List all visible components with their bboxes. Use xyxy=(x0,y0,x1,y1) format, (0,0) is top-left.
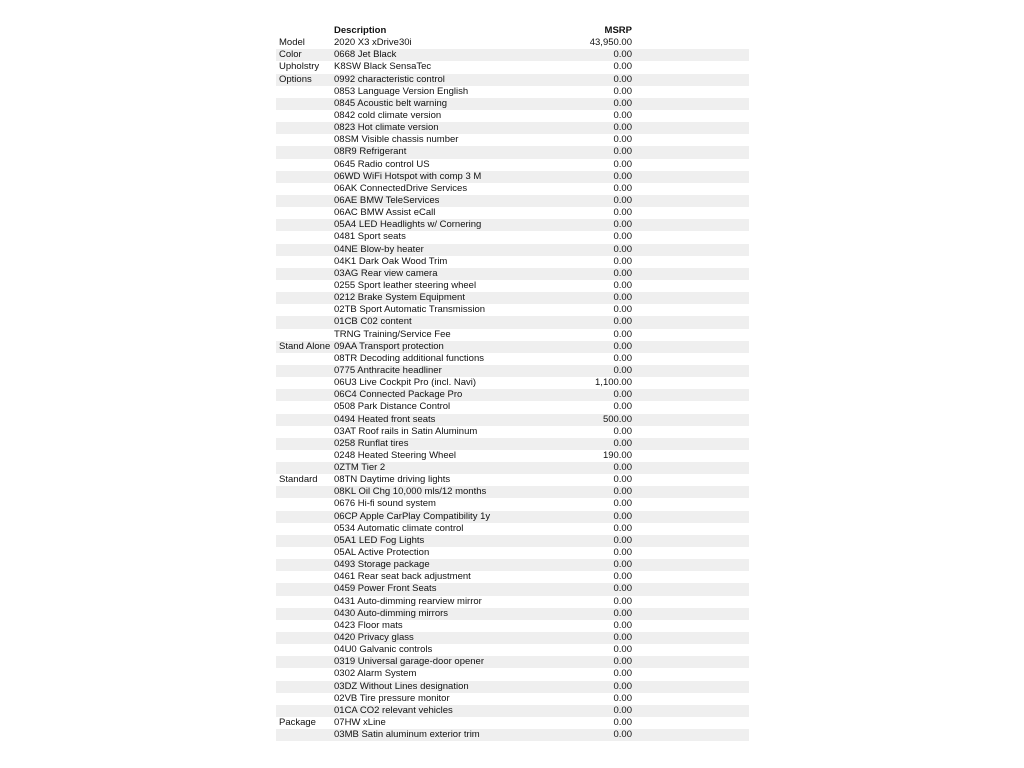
table-row xyxy=(276,693,749,705)
row-category xyxy=(276,535,334,547)
table-row xyxy=(276,656,749,668)
row-msrp: 0.00 xyxy=(613,134,632,146)
row-description: 0461 Rear seat back adjustment xyxy=(334,571,471,583)
table-row xyxy=(276,547,749,559)
table-row xyxy=(276,195,749,207)
row-category xyxy=(276,462,334,474)
row-category xyxy=(276,632,334,644)
row-msrp: 0.00 xyxy=(613,559,632,571)
row-category xyxy=(276,256,334,268)
row-category xyxy=(276,644,334,656)
row-description: 0459 Power Front Seats xyxy=(334,583,437,595)
table-row xyxy=(276,414,749,426)
row-msrp: 0.00 xyxy=(613,619,632,631)
table-row xyxy=(276,462,749,474)
table-row xyxy=(276,644,749,656)
row-description: 0248 Heated Steering Wheel xyxy=(334,449,456,461)
row-description: 0508 Park Distance Control xyxy=(334,401,451,413)
row-msrp: 0.00 xyxy=(613,644,632,656)
row-msrp: 0.00 xyxy=(613,729,632,741)
table-row xyxy=(276,559,749,571)
row-msrp: 1,100.00 xyxy=(595,377,632,389)
table-row xyxy=(276,535,749,547)
row-category xyxy=(276,681,334,693)
table-row xyxy=(276,620,749,632)
row-msrp: 0.00 xyxy=(613,692,632,704)
row-category xyxy=(276,486,334,498)
row-category xyxy=(276,304,334,316)
row-description: 08SM Visible chassis number xyxy=(334,134,459,146)
row-msrp: 0.00 xyxy=(613,194,632,206)
row-msrp: 0.00 xyxy=(613,49,632,61)
row-description: 0255 Sport leather steering wheel xyxy=(334,279,477,291)
table-row xyxy=(276,98,749,110)
row-description: 03AT Roof rails in Satin Aluminum xyxy=(334,425,478,437)
row-description: 09AA Transport protection xyxy=(334,340,444,352)
row-category xyxy=(276,596,334,608)
table-row xyxy=(276,426,749,438)
row-category xyxy=(276,244,334,256)
row-msrp: 0.00 xyxy=(613,207,632,219)
row-category xyxy=(276,207,334,219)
table-row xyxy=(276,268,749,280)
row-category xyxy=(276,656,334,668)
row-description: 06C4 Connected Package Pro xyxy=(334,389,463,401)
row-msrp: 0.00 xyxy=(613,680,632,692)
row-description: 0493 Storage package xyxy=(334,559,430,571)
row-category xyxy=(276,98,334,110)
table-row xyxy=(276,438,749,450)
row-description: 0645 Radio control US xyxy=(334,158,430,170)
row-msrp: 0.00 xyxy=(613,425,632,437)
row-msrp: 0.00 xyxy=(613,717,632,729)
row-description: 03MB Satin aluminum exterior trim xyxy=(334,729,480,741)
row-description: 0823 Hot climate version xyxy=(334,122,439,134)
row-category xyxy=(276,583,334,595)
row-category xyxy=(276,353,334,365)
table-row xyxy=(276,705,749,717)
table-row xyxy=(276,365,749,377)
row-description: 0842 cold climate version xyxy=(334,109,442,121)
table-body xyxy=(276,37,749,741)
row-category xyxy=(276,729,334,741)
table-row xyxy=(276,74,749,86)
row-msrp: 0.00 xyxy=(613,534,632,546)
row-description: 02VB Tire pressure monitor xyxy=(334,692,450,704)
row-category xyxy=(276,389,334,401)
row-category xyxy=(276,146,334,158)
table-row xyxy=(276,304,749,316)
row-description: 06U3 Live Cockpit Pro (incl. Navi) xyxy=(334,377,477,389)
row-description: 0775 Anthracite headliner xyxy=(334,364,442,376)
row-description: 06WD WiFi Hotspot with comp 3 M xyxy=(334,170,482,182)
row-msrp: 0.00 xyxy=(613,292,632,304)
row-description: 03AG Rear view camera xyxy=(334,267,438,279)
row-category: Stand Alone xyxy=(279,340,331,352)
row-description: 08KL Oil Chg 10,000 mls/12 months xyxy=(334,486,487,498)
row-msrp: 0.00 xyxy=(613,668,632,680)
table-row xyxy=(276,207,749,219)
row-description: 04NE Blow-by heater xyxy=(334,243,424,255)
row-category xyxy=(276,122,334,134)
row-description: K8SW Black SensaTec xyxy=(334,61,432,73)
row-description: 0845 Acoustic belt warning xyxy=(334,97,448,109)
row-category xyxy=(276,426,334,438)
row-msrp: 0.00 xyxy=(613,158,632,170)
row-description: 0534 Automatic climate control xyxy=(334,522,464,534)
table-row xyxy=(276,632,749,644)
row-msrp: 500.00 xyxy=(602,413,632,425)
msrp-header: MSRP xyxy=(604,25,632,36)
row-category: Color xyxy=(279,49,302,61)
row-msrp: 0.00 xyxy=(613,340,632,352)
row-description: 0258 Runflat tires xyxy=(334,437,409,449)
table-row xyxy=(276,110,749,122)
msrp-sheet xyxy=(276,25,749,741)
row-category xyxy=(276,511,334,523)
table-row xyxy=(276,134,749,146)
row-msrp: 0.00 xyxy=(613,255,632,267)
table-row xyxy=(276,183,749,195)
table-row xyxy=(276,668,749,680)
row-description: 0302 Alarm System xyxy=(334,668,417,680)
table-row xyxy=(276,244,749,256)
row-description: 07HW xLine xyxy=(334,717,386,729)
row-category xyxy=(276,693,334,705)
category-header xyxy=(276,25,334,37)
row-category xyxy=(276,316,334,328)
row-category xyxy=(276,705,334,717)
row-msrp: 0.00 xyxy=(613,437,632,449)
row-description: 01CB C02 content xyxy=(334,316,412,328)
row-category xyxy=(276,183,334,195)
row-description: 06AE BMW TeleServices xyxy=(334,194,440,206)
row-msrp: 0.00 xyxy=(613,182,632,194)
row-category xyxy=(276,668,334,680)
row-description: 0668 Jet Black xyxy=(334,49,397,61)
row-category xyxy=(276,571,334,583)
row-msrp: 0.00 xyxy=(613,97,632,109)
row-msrp: 0.00 xyxy=(613,401,632,413)
table-row xyxy=(276,329,749,341)
table-row xyxy=(276,280,749,292)
table-row xyxy=(276,389,749,401)
row-category xyxy=(276,219,334,231)
row-description: 0ZTM Tier 2 xyxy=(334,462,386,474)
row-description: 06AK ConnectedDrive Services xyxy=(334,182,468,194)
table-row xyxy=(276,122,749,134)
row-msrp: 0.00 xyxy=(613,364,632,376)
row-description: 02TB Sport Automatic Transmission xyxy=(334,304,486,316)
row-msrp: 0.00 xyxy=(613,547,632,559)
table-row xyxy=(276,86,749,98)
row-msrp: 0.00 xyxy=(613,316,632,328)
row-category xyxy=(276,231,334,243)
row-msrp: 43,950.00 xyxy=(589,37,632,49)
row-description: 05A4 LED Headlights w/ Cornering xyxy=(334,219,482,231)
row-msrp: 0.00 xyxy=(613,583,632,595)
row-msrp: 0.00 xyxy=(613,146,632,158)
row-msrp: 0.00 xyxy=(613,328,632,340)
row-msrp: 0.00 xyxy=(613,352,632,364)
row-msrp: 190.00 xyxy=(602,449,632,461)
row-category xyxy=(276,292,334,304)
row-msrp: 0.00 xyxy=(613,656,632,668)
row-description: 0212 Brake System Equipment xyxy=(334,292,465,304)
row-description: 06CP Apple CarPlay Compatibility 1y xyxy=(334,510,491,522)
table-row xyxy=(276,583,749,595)
row-msrp: 0.00 xyxy=(613,85,632,97)
row-description: 08TN Daytime driving lights xyxy=(334,474,451,486)
row-category: Package xyxy=(279,717,316,729)
table-row xyxy=(276,49,749,61)
table-row xyxy=(276,377,749,389)
row-description: 0423 Floor mats xyxy=(334,619,403,631)
table-row xyxy=(276,159,749,171)
row-category xyxy=(276,377,334,389)
description-header: Description xyxy=(334,25,387,36)
row-msrp: 0.00 xyxy=(613,109,632,121)
row-msrp: 0.00 xyxy=(613,462,632,474)
table-row xyxy=(276,608,749,620)
row-category xyxy=(276,365,334,377)
row-description: 0676 Hi-fi sound system xyxy=(334,498,436,510)
row-msrp: 0.00 xyxy=(613,122,632,134)
table-row xyxy=(276,256,749,268)
row-category xyxy=(276,134,334,146)
row-category: Model xyxy=(279,37,305,49)
table-row xyxy=(276,571,749,583)
row-description: 0494 Heated front seats xyxy=(334,413,436,425)
row-description: 06AC BMW Assist eCall xyxy=(334,207,436,219)
row-category xyxy=(276,401,334,413)
row-category xyxy=(276,498,334,510)
row-msrp: 0.00 xyxy=(613,595,632,607)
table-row xyxy=(276,596,749,608)
row-category xyxy=(276,438,334,450)
row-category xyxy=(276,559,334,571)
row-msrp: 0.00 xyxy=(613,304,632,316)
table-row xyxy=(276,511,749,523)
table-row xyxy=(276,523,749,535)
row-description: 0430 Auto-dimming mirrors xyxy=(334,607,449,619)
row-description: 05A1 LED Fog Lights xyxy=(334,534,425,546)
row-msrp: 0.00 xyxy=(613,607,632,619)
table-row xyxy=(276,450,749,462)
table-row xyxy=(276,681,749,693)
row-msrp: 0.00 xyxy=(613,498,632,510)
row-category xyxy=(276,86,334,98)
table-row xyxy=(276,171,749,183)
row-description: TRNG Training/Service Fee xyxy=(334,328,451,340)
row-msrp: 0.00 xyxy=(613,267,632,279)
row-category: Standard xyxy=(279,474,318,486)
row-msrp: 0.00 xyxy=(613,73,632,85)
table-row xyxy=(276,292,749,304)
table-row xyxy=(276,219,749,231)
row-category xyxy=(276,171,334,183)
row-msrp: 0.00 xyxy=(613,704,632,716)
table-row xyxy=(276,401,749,413)
table-row xyxy=(276,341,749,353)
row-description: 0992 characteristic control xyxy=(334,73,445,85)
row-category: Upholstry xyxy=(279,61,320,73)
row-category xyxy=(276,110,334,122)
row-description: 03DZ Without Lines designation xyxy=(334,680,469,692)
table-row xyxy=(276,474,749,486)
row-description: 0853 Language Version English xyxy=(334,85,469,97)
row-category xyxy=(276,268,334,280)
table-row xyxy=(276,353,749,365)
row-description: 0431 Auto-dimming rearview mirror xyxy=(334,595,482,607)
row-category xyxy=(276,329,334,341)
row-description: 2020 X3 xDrive30i xyxy=(334,37,412,49)
row-msrp: 0.00 xyxy=(613,522,632,534)
table-row xyxy=(276,316,749,328)
row-description: 04U0 Galvanic controls xyxy=(334,644,433,656)
table-row xyxy=(276,61,749,73)
row-msrp: 0.00 xyxy=(613,231,632,243)
row-description: 0319 Universal garage-door opener xyxy=(334,656,484,668)
table-header xyxy=(276,25,749,37)
row-category xyxy=(276,159,334,171)
table-row xyxy=(276,486,749,498)
row-description: 08R9 Refrigerant xyxy=(334,146,407,158)
row-msrp: 0.00 xyxy=(613,510,632,522)
table-row xyxy=(276,37,749,49)
row-category xyxy=(276,608,334,620)
row-msrp: 0.00 xyxy=(613,632,632,644)
row-description: 0420 Privacy glass xyxy=(334,632,414,644)
row-msrp: 0.00 xyxy=(613,474,632,486)
row-msrp: 0.00 xyxy=(613,170,632,182)
row-msrp: 0.00 xyxy=(613,243,632,255)
table-row xyxy=(276,729,749,741)
row-msrp: 0.00 xyxy=(613,61,632,73)
table-row xyxy=(276,717,749,729)
row-msrp: 0.00 xyxy=(613,486,632,498)
row-category xyxy=(276,620,334,632)
row-category xyxy=(276,195,334,207)
row-msrp: 0.00 xyxy=(613,571,632,583)
row-msrp: 0.00 xyxy=(613,219,632,231)
table-row xyxy=(276,146,749,158)
table-row xyxy=(276,231,749,243)
row-category xyxy=(276,450,334,462)
row-description: 0481 Sport seats xyxy=(334,231,406,243)
row-description: 04K1 Dark Oak Wood Trim xyxy=(334,255,448,267)
row-msrp: 0.00 xyxy=(613,389,632,401)
row-category xyxy=(276,523,334,535)
row-description: 01CA CO2 relevant vehicles xyxy=(334,704,453,716)
row-category xyxy=(276,547,334,559)
row-category: Options xyxy=(279,73,312,85)
row-category xyxy=(276,414,334,426)
row-msrp: 0.00 xyxy=(613,279,632,291)
table-row xyxy=(276,498,749,510)
row-category xyxy=(276,280,334,292)
row-description: 05AL Active Protection xyxy=(334,547,430,559)
row-description: 08TR Decoding additional functions xyxy=(334,352,484,364)
